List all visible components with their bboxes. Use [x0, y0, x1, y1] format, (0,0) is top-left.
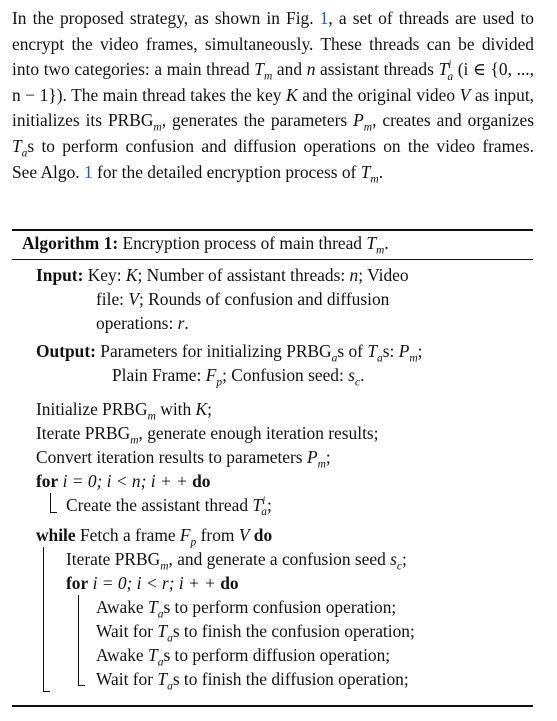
while-block-bar	[43, 547, 44, 692]
for-block-bar	[50, 493, 51, 513]
create-thread-line: Create the assistant thread $T^i_a$;	[66, 495, 272, 519]
body-paragraph: In the proposed strategy, as shown in Fig. 1, a set of threads are used to encrypt the video frames, simultaneously. These threads can be divided into two categories: a main thread $T_m$ and n assistant threads $T^i_a$ (i ∈ {0, ..., n − 1}). The main thread takes the key K and the original video V as input, initializes its $PRBG_m$, generates the parameters $P_m$, creates and organizes $T_as$ to perform confusion and diffusion operations on the video frames. See Algo. 1 for the detailed encryption process of $T_m$.	[12, 8, 535, 186]
iterate-seed-line: Iterate $PRBG_m$, and generate a confusion seed $s_c$;	[66, 549, 407, 573]
for-block-tick	[50, 512, 57, 513]
rounds-block-bar	[78, 595, 79, 686]
algorithm-caption: Algorithm 1: Encryption process of main thread $T_m$.	[22, 233, 389, 257]
algorithm-bottom-rule	[12, 705, 533, 707]
input-line-1: Input: Key: K; Number of assistant threads: n; Video	[36, 265, 409, 285]
while-block-tick	[43, 691, 50, 692]
step-iterate: Iterate $PRBG_m$, generate enough iteration results;	[36, 423, 379, 447]
output-line-1: Output: Parameters for initializing $PRBG_as$ of $T_as$: $P_m$;	[36, 341, 423, 365]
while-loop: while Fetch a frame $F_p$ from V do	[36, 525, 273, 549]
step-convert: Convert iteration results to parameters $P_m$;	[36, 447, 331, 471]
wait-confusion-line: Wait for $T_as$ to finish the confusion operation;	[96, 621, 415, 645]
for-loop-threads: for i = 0; i < n; i + + do	[36, 471, 211, 491]
wait-diffusion-line: Wait for $T_as$ to finish the diffusion operation;	[96, 669, 409, 693]
awake-confusion-line: Awake $T_as$ to perform confusion operation;	[96, 597, 397, 621]
awake-diffusion-line: Awake $T_as$ to perform diffusion operation;	[96, 645, 391, 669]
figure-reference-link[interactable]: 1	[319, 8, 329, 28]
algorithm-reference-link[interactable]: 1	[83, 161, 93, 182]
rounds-block-tick	[78, 685, 85, 686]
input-line-3: operations: r.	[96, 313, 189, 333]
algorithm-header-rule	[12, 259, 533, 260]
output-line-2: Plain Frame: $F_p$; Confusion seed: $s_c$.	[112, 365, 365, 389]
step-init: Initialize $PRBG_m$ with K;	[36, 399, 212, 423]
input-line-2: file: V; Rounds of confusion and diffusion	[96, 289, 390, 309]
for-loop-rounds: for i = 0; i < r; i + + do	[66, 573, 239, 593]
